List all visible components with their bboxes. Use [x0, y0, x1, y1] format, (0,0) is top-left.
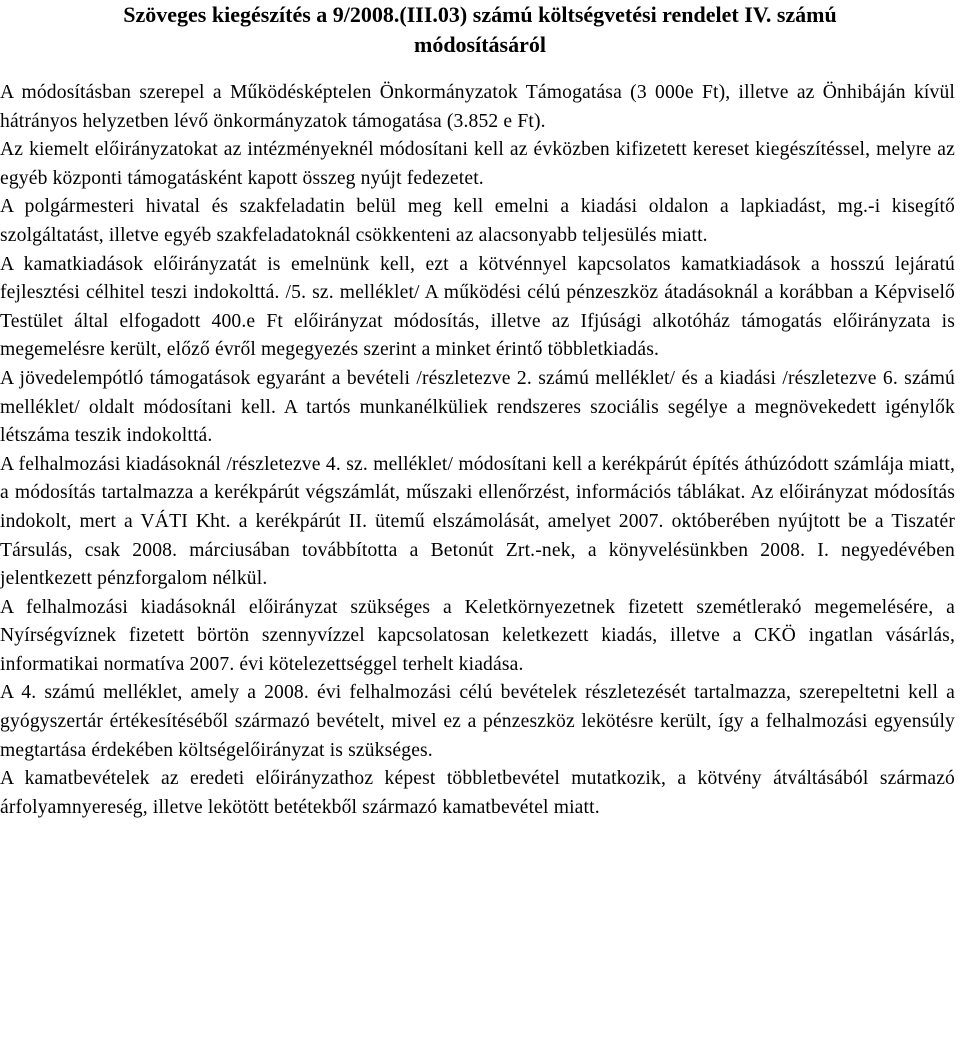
- paragraph-8: A 4. számú melléklet, amely a 2008. évi felhalmozási célú bevételek részletezését tartalmazza, szerepeltetni kell a gyógyszertár értékesítéséből származó bevételt, mivel ez a pénzeszköz lekötésre került, így a felhalmozási egyensúly megtartása érdekében költségelőirányzat is szükséges.: [0, 682, 955, 761]
- paragraph-4: A kamatkiadások előirányzatát is emelnünk kell, ezt a kötvénnyel kapcsolatos kamatkiadások a hosszú lejáratú fejlesztési célhitel teszi indokolttá. /5. sz. melléklet/ A működési célú pénzeszköz átadásoknál a korábban a Képviselő Testület által elfogadott 400.e Ft előirányzat módosítás, illetve az Ifjúsági alkotóház támogatás előirányzata is megemelésre került, előző évről megegyezés szerint a minket érintő többletkiadás.: [0, 253, 955, 361]
- paragraph-1: A módosításban szerepel a Működésképtelen Önkormányzatok Támogatása (3 000e Ft), illetve az Önhibáján kívül hátrányos helyzetben lévő önkormányzatok támogatása (3.852 e Ft).: [0, 82, 955, 132]
- document-title-line-1: Szöveges kiegészítés a 9/2008.(III.03) számú költségvetési rendelet IV. számú: [123, 2, 837, 27]
- paragraph-9: A kamatbevételek az eredeti előirányzathoz képest többletbevétel mutatkozik, a kötvény átváltásából származó árfolyamnyereség, illetve lekötött betétekből származó kamatbevétel miatt.: [0, 768, 955, 818]
- paragraph-3: A polgármesteri hivatal és szakfeladatin belül meg kell emelni a kiadási oldalon a lapkiadást, mg.-i kisegítő szolgáltatást, illetve egyéb szakfeladatoknál csökkenteni az alacsonyabb teljesülés miatt.: [0, 196, 955, 246]
- document-body: [0, 79, 955, 822]
- paragraph-5: A jövedelempótló támogatások egyaránt a bevételi /részletezve 2. számú melléklet/ és a kiadási /részletezve 6. számú melléklet/ oldalt módosítani kell. A tartós munkanélküliek rendszeres szociális segélye a megnövekedett igénylők létszáma teszik indokolttá.: [0, 367, 955, 447]
- document-title: [0, 0, 960, 60]
- paragraph-2: Az kiemelt előirányzatokat az intézményeknél módosítani kell az évközben kifizetett kereset kiegészítéssel, melyre az egyéb központi támogatásként kapott összeg nyújt fedezetet.: [0, 139, 955, 189]
- paragraph-7: A felhalmozási kiadásoknál előirányzat szükséges a Keletkörnyezetnek fizetett szemétlerakó megemelésére, a Nyírségvíznek fizetett börtön szennyvízzel kapcsolatosan keletkezett kiadás, illetve a CKÖ ingatlan vásárlás, informatikai normatíva 2007. évi kötelezettséggel terhelt kiadása.: [0, 596, 955, 675]
- document-title-line-2: módosításáról: [414, 32, 546, 57]
- paragraph-6: A felhalmozási kiadásoknál /részletezve 4. sz. melléklet/ módosítani kell a kerékpárút építés áthúzódott számlája miatt, a módosítás tartalmazza a kerékpárút végszámlát, műszaki ellenőrzést, információs táblákat. Az előirányzat módosítás indokolt, mert a VÁTI Kht. a kerékpárút II. ütemű elszámolását, amelyet 2007. októberében nyújtott be a Tiszatér Társulás, csak 2008. márciusában továbbította a Betonút Zrt.-nek, a könyvelésünkben 2008. I. negyedévében jelentkezett pénzforgalom nélkül.: [0, 453, 955, 590]
